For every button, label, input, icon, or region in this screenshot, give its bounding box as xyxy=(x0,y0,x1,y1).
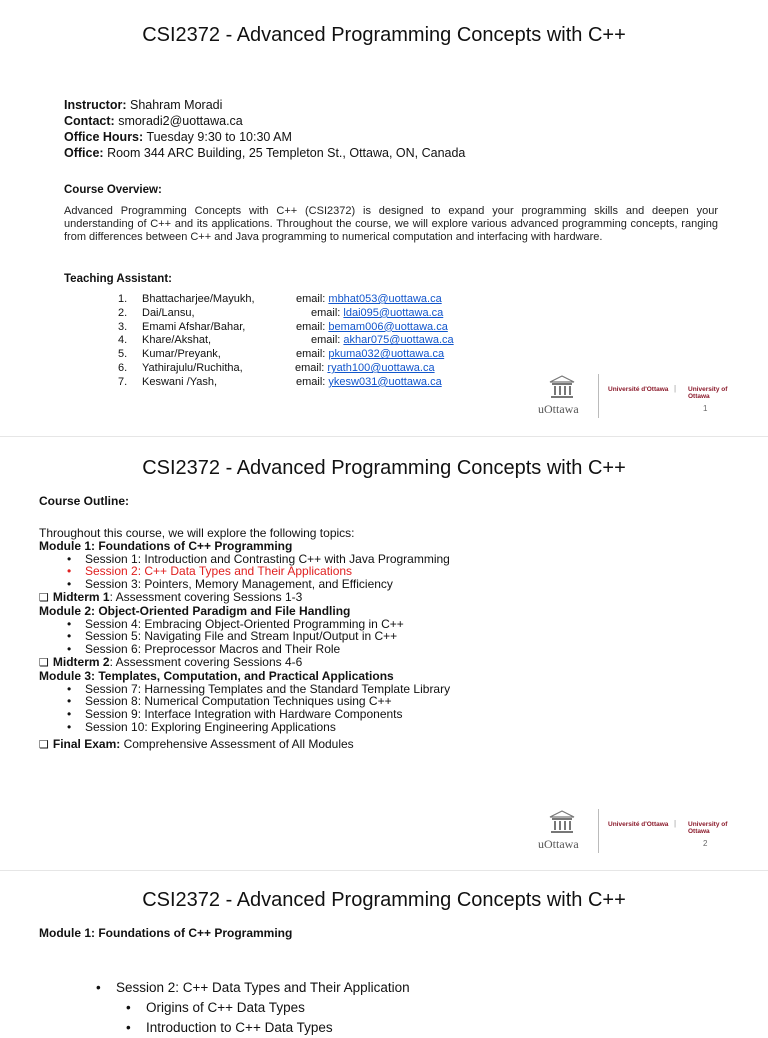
email-label: email: xyxy=(295,361,325,374)
module-2-heading: Module 2: Object-Oriented Paradigm and File Handling xyxy=(39,603,351,618)
office-hours-line xyxy=(64,129,292,145)
list-item: • Origins of C++ Data Types xyxy=(96,998,410,1018)
page-number: 1 xyxy=(703,404,708,413)
ta-number: 7. xyxy=(118,375,128,388)
instructor-line xyxy=(64,97,222,113)
checkbox-icon xyxy=(39,590,53,604)
ta-name: Keswani /Yash, xyxy=(142,375,218,388)
list-item: • Session 8: Numerical Computation Techniques using C++ xyxy=(85,695,450,708)
checkbox-icon xyxy=(39,655,53,669)
slide-2 xyxy=(0,436,768,867)
ta-email-link[interactable]: ryath100@uottawa.ca xyxy=(327,361,435,374)
ta-number: 2. xyxy=(118,306,128,319)
slide-title: CSI2372 - Advanced Programming Concepts with C++ xyxy=(142,457,626,479)
office-value: Room 344 ARC Building, 25 Templeton St., Ottawa, ON, Canada xyxy=(107,146,466,160)
module-heading: Module 1: Foundations of C++ Programming xyxy=(39,926,293,940)
ta-name: Dai/Lansu, xyxy=(142,306,195,319)
logo-divider xyxy=(598,809,599,853)
email-label: email: xyxy=(296,348,326,361)
instructor-label: Instructor: xyxy=(64,98,127,112)
module-2-sessions xyxy=(39,618,450,656)
list-item: • Session 5: Navigating File and Stream Input/Output in C++ xyxy=(85,630,450,643)
final-exam-label: Final Exam: xyxy=(52,736,121,751)
list-item: • Session 9: Interface Integration with Hardware Components xyxy=(85,708,450,721)
university-crest-icon xyxy=(548,374,576,400)
ta-number: 1. xyxy=(118,293,128,305)
university-name-en: University of Ottawa xyxy=(688,386,728,400)
email-label: email: xyxy=(296,320,326,333)
course-outline-heading: Course Outline: xyxy=(39,494,130,508)
uottawa-wordmark: uOttawa xyxy=(538,402,579,416)
module-1-sessions xyxy=(39,553,450,591)
email-label: email: xyxy=(311,306,341,319)
ta-name: Yathirajulu/Ruchitha, xyxy=(142,361,243,374)
list-item-highlighted: • Session 2: C++ Data Types and Their Applications xyxy=(85,565,450,578)
ta-email-link[interactable]: pkuma032@uottawa.ca xyxy=(328,348,445,361)
office-label: Office: xyxy=(64,146,104,160)
ta-email-link[interactable]: ykesw031@uottawa.ca xyxy=(328,375,442,388)
midterm-1-line xyxy=(39,591,450,605)
ta-name: Kumar/Preyank, xyxy=(142,348,221,361)
uottawa-wordmark: uOttawa xyxy=(538,837,579,851)
list-item: • Session 1: Introduction and Contrasting C++ with Java Programming xyxy=(85,553,450,566)
email-label: email: xyxy=(311,334,341,347)
midterm-2-line xyxy=(39,656,450,670)
university-crest-icon xyxy=(548,809,576,835)
name-separator: | xyxy=(674,819,677,828)
slide-1 xyxy=(0,0,768,424)
name-separator: | xyxy=(674,384,677,393)
ta-name: Bhattacharjee/Mayukh, xyxy=(142,293,255,305)
ta-name: Khare/Akshat, xyxy=(142,334,212,347)
office-line xyxy=(64,145,465,161)
contact-email: smoradi2@uottawa.ca xyxy=(118,114,243,128)
logo-divider xyxy=(598,374,599,418)
teaching-assistant-heading: Teaching Assistant: xyxy=(64,273,172,285)
ta-number: 5. xyxy=(118,348,128,361)
ta-number: 4. xyxy=(118,334,128,347)
course-overview-heading: Course Overview: xyxy=(64,184,162,196)
list-item: • Session 7: Harnessing Templates and the Standard Template Library xyxy=(85,683,450,696)
ta-email-link[interactable]: ldai095@uottawa.ca xyxy=(343,306,444,319)
final-exam-text: Comprehensive Assessment of All Modules xyxy=(120,736,354,751)
module-3-sessions xyxy=(39,683,450,734)
email-label: email: xyxy=(296,375,326,388)
list-item: • Session 6: Preprocessor Macros and Their Role xyxy=(85,643,450,656)
slide-3 xyxy=(0,870,768,1035)
instructor-name: Shahram Moradi xyxy=(129,98,223,112)
midterm-1-text: : Assessment covering Sessions 1-3 xyxy=(109,589,303,604)
office-hours-value: Tuesday 9:30 to 10:30 AM xyxy=(146,130,292,144)
contact-label: Contact: xyxy=(64,114,115,128)
contact-line xyxy=(64,113,243,129)
list-item: • Introduction to C++ Data Types xyxy=(96,1018,410,1038)
office-hours-label: Office Hours: xyxy=(64,130,144,144)
university-name-fr: Université d'Ottawa xyxy=(608,386,669,393)
session-outline xyxy=(96,978,410,1038)
uottawa-logo xyxy=(538,374,748,426)
final-exam-line xyxy=(39,738,450,752)
midterm-1-label: Midterm 1 xyxy=(52,589,110,604)
slide-title: CSI2372 - Advanced Programming Concepts with C++ xyxy=(142,24,626,46)
ta-email-link[interactable]: akhar075@uottawa.ca xyxy=(343,334,454,347)
ta-name: Emami Afshar/Bahar, xyxy=(142,320,246,333)
module-3-heading: Module 3: Templates, Computation, and Practical Applications xyxy=(39,668,394,683)
midterm-2-text: : Assessment covering Sessions 4-6 xyxy=(109,654,303,669)
slide-title: CSI2372 - Advanced Programming Concepts with C++ xyxy=(142,889,626,911)
course-outline xyxy=(39,527,450,752)
university-name-fr: Université d'Ottawa xyxy=(608,821,669,828)
module-1-heading: Module 1: Foundations of C++ Programming xyxy=(39,538,293,553)
outline-intro: Throughout this course, we will explore the following topics: xyxy=(39,526,355,540)
list-item: • Session 4: Embracing Object-Oriented Programming in C++ xyxy=(85,618,450,631)
course-overview-text: Advanced Programming Concepts with C++ (CSI2372) is designed to expand your programming skills and deepen your understanding of C++ and its applications. Throughout the course, we will explore various advanced programming concepts, ranging from differences between C++ and Java programming to numerical computation and interfacing with hardware. xyxy=(64,205,718,243)
ta-email-link[interactable]: mbhat053@uottawa.ca xyxy=(328,293,442,305)
ta-number: 3. xyxy=(118,320,128,333)
university-name-en: University of Ottawa xyxy=(688,821,728,835)
ta-number: 6. xyxy=(118,361,128,374)
page-number: 2 xyxy=(703,839,708,848)
list-item: • Session 10: Exploring Engineering Applications xyxy=(85,721,450,734)
uottawa-logo xyxy=(538,809,748,861)
checkbox-icon xyxy=(39,737,53,751)
ta-email-link[interactable]: bemam006@uottawa.ca xyxy=(328,320,448,333)
midterm-2-label: Midterm 2 xyxy=(52,654,110,669)
list-item: • Session 3: Pointers, Memory Management, and Efficiency xyxy=(85,578,450,591)
session-item: • Session 2: C++ Data Types and Their Application xyxy=(96,978,410,998)
email-label: email: xyxy=(296,293,326,305)
